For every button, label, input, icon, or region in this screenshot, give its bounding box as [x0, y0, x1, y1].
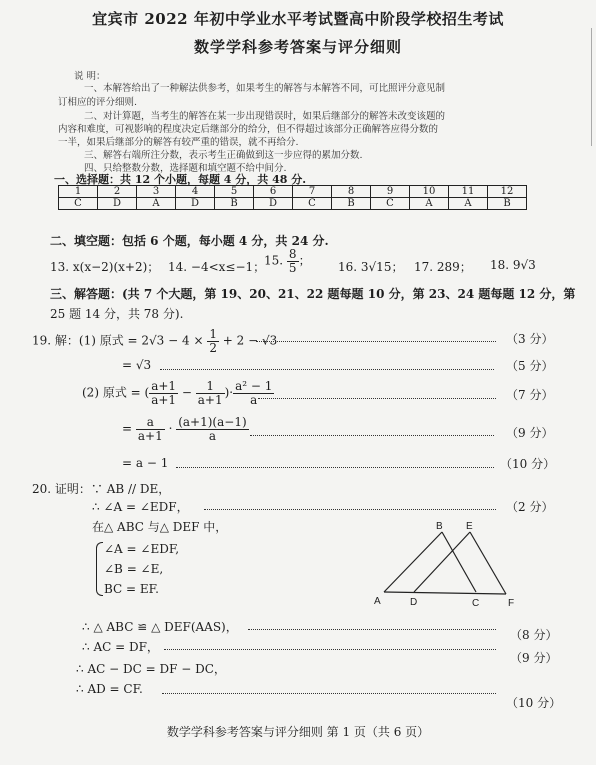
note-2c: 一半，如果后继部分的解答有较严重的错误，就不再给分.	[58, 137, 299, 148]
q20-line-1: 20. 证明：∵ AB // DE，	[32, 482, 171, 496]
equals-sign: =	[122, 421, 133, 436]
triangle-figure	[370, 518, 520, 610]
segment-bc	[442, 532, 476, 592]
section2-heading: 二、填空题：包括 6 个题，每小题 4 分，共 24 分.	[50, 234, 329, 248]
note-2b: 内容和难度，可视影响的程度决定后继部分的给分，但不得超过该部分正确解答应得分数的	[58, 124, 439, 135]
fraction-numerator: 1	[209, 327, 217, 341]
page-edge	[591, 28, 596, 146]
answer-15-tail: ；	[298, 253, 311, 268]
point-label: F	[508, 598, 515, 609]
leader-dots	[162, 693, 496, 694]
table-cell: 5	[215, 186, 254, 198]
score: （10 分）	[506, 696, 562, 710]
fraction-denominator: a+1	[137, 428, 163, 443]
q20-line-2: ∴ ∠A = ∠EDF，	[92, 500, 189, 514]
point-label: B	[436, 521, 443, 532]
leader-dots	[250, 435, 494, 436]
table-cell: 1	[59, 186, 98, 198]
table-cell: A	[449, 198, 488, 210]
score: （7 分）	[506, 388, 554, 402]
score: （8 分）	[510, 628, 558, 642]
table-cell: B	[488, 198, 527, 210]
leader-dots	[164, 649, 496, 650]
answer-15-label: 15.	[264, 253, 284, 268]
q20-line-5: ∴ AC = DF，	[82, 640, 159, 654]
note-3: 三、解答右端所注分数，表示考生正确做到这一步应得的累加分数.	[84, 150, 363, 161]
dot-sign: )·	[224, 385, 234, 400]
table-cell: 8	[332, 186, 371, 198]
score: （9 分）	[506, 426, 554, 440]
table-cell: C	[59, 198, 98, 210]
q19-line-4	[122, 416, 249, 442]
table-cell: 7	[293, 186, 332, 198]
fraction	[287, 248, 299, 274]
section3-heading-a	[50, 285, 575, 302]
q19-line-3	[82, 380, 274, 406]
answer-13: 13. x(x−2)(x+2)；	[50, 260, 160, 274]
section3-heading-text: 三、解答题：(共 7 个大题，第 19、20、21、22 题每题 10 分，第 23、24 题每题 12 分，第	[50, 287, 576, 301]
fraction	[149, 380, 178, 406]
answer-table-answers	[59, 198, 527, 210]
leader-dots	[176, 467, 494, 468]
answer-16: 16. 3√15；	[338, 260, 404, 274]
dot-sign: ·	[168, 421, 173, 436]
fraction	[136, 416, 165, 442]
fraction-numerator: (a+1)(a−1)	[178, 415, 247, 429]
table-cell: C	[293, 198, 332, 210]
answer-17: 17. 289；	[414, 260, 472, 274]
fraction	[207, 328, 219, 354]
score: （3 分）	[506, 332, 554, 346]
answer-15	[264, 248, 311, 274]
fraction	[196, 380, 225, 406]
leader-dots	[248, 629, 496, 630]
fraction-numerator: 1	[196, 380, 225, 394]
segment-de	[414, 532, 470, 592]
table-cell: 9	[371, 186, 410, 198]
point-label: E	[466, 521, 473, 532]
fraction-denominator: a+1	[197, 392, 223, 407]
segment-ef	[470, 532, 506, 594]
table-cell: 6	[254, 186, 293, 198]
leader-dots	[204, 509, 496, 510]
fraction-denominator: a	[208, 428, 216, 443]
q19-line-2: = √3	[122, 358, 152, 372]
table-cell: 4	[176, 186, 215, 198]
page-subtitle: 数学学科参考答案与评分细则	[193, 38, 402, 56]
table-cell: B	[332, 198, 371, 210]
condition-1: ∠A = ∠EDF,	[104, 542, 180, 556]
fraction-denominator: a+1	[151, 392, 177, 407]
fraction-denominator: 2	[209, 340, 217, 355]
q20-line-6: ∴ AC − DC = DF − DC，	[76, 662, 226, 676]
table-cell: D	[176, 198, 215, 210]
fraction	[233, 380, 274, 406]
note-2a: 二、对计算题，当考生的解答在某一步出现错误时，如果后继部分的解答未改变该题的	[84, 111, 446, 122]
page-title: 宜宾市 2022 年初中学业水平考试暨高中阶段学校招生考试	[92, 10, 504, 28]
table-cell: A	[410, 198, 449, 210]
section1-heading: 一、选择题：共 12 个小题，每题 4 分，共 48 分.	[54, 173, 307, 186]
minus-sign: −	[181, 385, 192, 400]
notes-label: 说 明：	[74, 71, 106, 82]
score: （9 分）	[510, 651, 558, 665]
leader-dots	[258, 398, 496, 399]
score: （10 分）	[500, 457, 556, 471]
score: （2 分）	[506, 500, 554, 514]
fraction-numerator: a	[136, 416, 165, 430]
page-footer: 数学学科参考答案与评分细则 第 1 页（共 6 页）	[166, 725, 430, 739]
q20-line-3: 在△ ABC 与△ DEF 中，	[92, 520, 228, 534]
leader-dots	[256, 341, 496, 342]
table-cell: 3	[137, 186, 176, 198]
note-1a: 一、本解答给出了一种解法供参考，如果考生的解答与本解答不同，可比照评分意见制	[84, 83, 446, 94]
table-cell: D	[254, 198, 293, 210]
segment-ab	[384, 532, 442, 592]
q20-line-7: ∴ AD = CF.	[76, 682, 143, 696]
table-cell: B	[215, 198, 254, 210]
condition-brace	[96, 542, 103, 596]
point-label: C	[472, 598, 480, 609]
leader-dots	[160, 369, 494, 370]
fraction-denominator: 5	[288, 260, 297, 275]
answer-table	[58, 185, 527, 210]
fraction	[176, 416, 248, 442]
answer-14: 14. −4<x≤−1；	[168, 260, 266, 274]
table-cell: 11	[449, 186, 488, 198]
answer-18: 18. 9√3	[490, 258, 536, 272]
note-1b: 订相应的评分细则.	[58, 97, 138, 108]
table-cell: 2	[98, 186, 137, 198]
point-label: D	[410, 597, 418, 608]
note-4: 四、只给整数分数，选择题和填空题不给中间分.	[84, 163, 287, 174]
table-cell: D	[98, 198, 137, 210]
condition-3: BC = EF.	[104, 582, 159, 596]
section3-heading-b: 25 题 14 分，共 78 分).	[50, 307, 184, 321]
answer-table-numbers	[59, 186, 527, 198]
table-cell: A	[137, 198, 176, 210]
condition-2: ∠B = ∠E,	[104, 562, 164, 576]
score: （5 分）	[506, 359, 554, 373]
q20-line-4: ∴ △ ABC ≌ △ DEF(AAS)，	[82, 620, 238, 634]
fraction-numerator: a+1	[151, 379, 177, 393]
q19-line-1	[32, 328, 277, 354]
q19-line-1-tail: + 2 − √3	[222, 333, 278, 348]
segment-af	[384, 592, 506, 594]
table-cell: 12	[488, 186, 527, 198]
fraction-numerator: a² − 1	[235, 379, 273, 393]
table-cell: C	[371, 198, 410, 210]
q19-part2-label: (2) 原式 = (	[82, 385, 150, 400]
table-cell: 10	[410, 186, 449, 198]
fraction-numerator: 8	[288, 247, 297, 261]
point-label: A	[374, 596, 381, 607]
q19-line-5: = a − 1	[122, 456, 169, 470]
q19-label: 19. 解：(1) 原式 = 2√3 − 4 ×	[32, 333, 204, 348]
fraction-denominator: a	[250, 392, 258, 407]
